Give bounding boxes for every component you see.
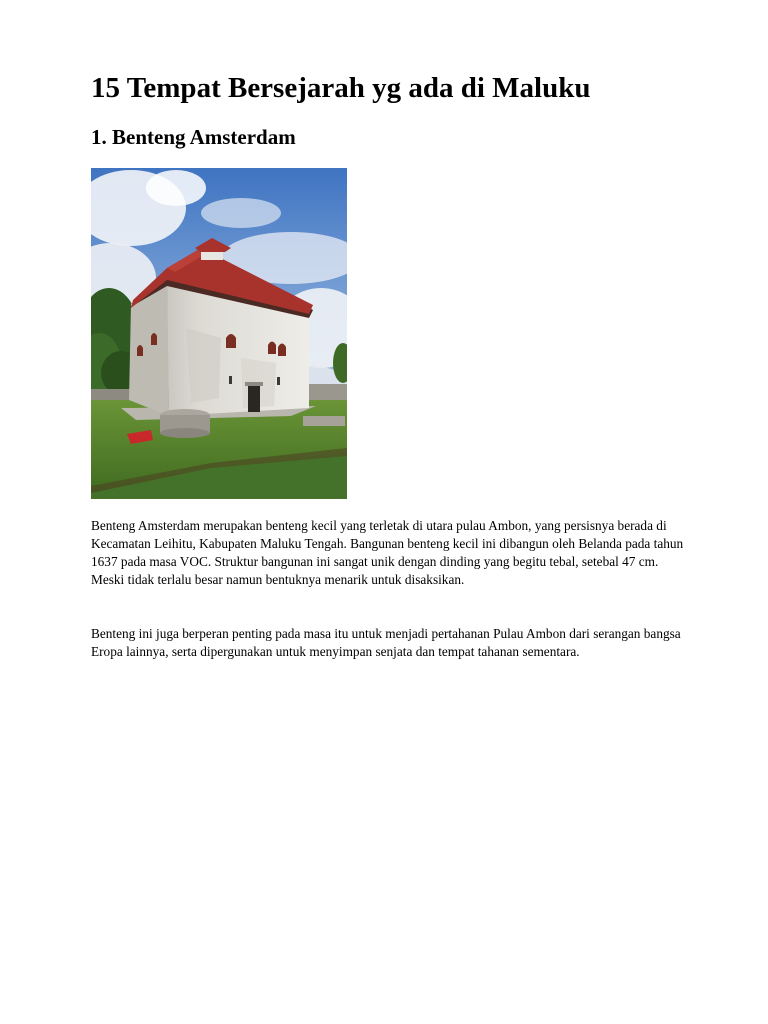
fort-photo <box>91 168 347 499</box>
paragraph-2: Benteng ini juga berperan penting pada masa itu untuk menjadi pertahanan Pulau Ambon dari serangan bangsa Eropa lainnya, serta dipergunakan untuk menyimpan senjata dan tempat tahanan sementara. <box>91 626 681 659</box>
section-heading: 1. Benteng Amsterdam <box>91 125 296 149</box>
paragraph-1: Benteng Amsterdam merupakan benteng kecil yang terletak di utara pulau Ambon, yang persisnya berada di Kecamatan Leihitu, Kabupaten Maluku Tengah. Bangunan benteng kecil ini dibangun oleh Belanda pada tahun 1637 pada masa VOC. Struktur bangunan ini sangat unik dengan dinding yang begitu tebal, setebal 47 cm. Meski tidak terlalu besar namun bentuknya menarik untuk disaksikan. <box>91 518 684 587</box>
document-title: 15 Tempat Bersejarah yg ada di Maluku <box>91 72 591 104</box>
